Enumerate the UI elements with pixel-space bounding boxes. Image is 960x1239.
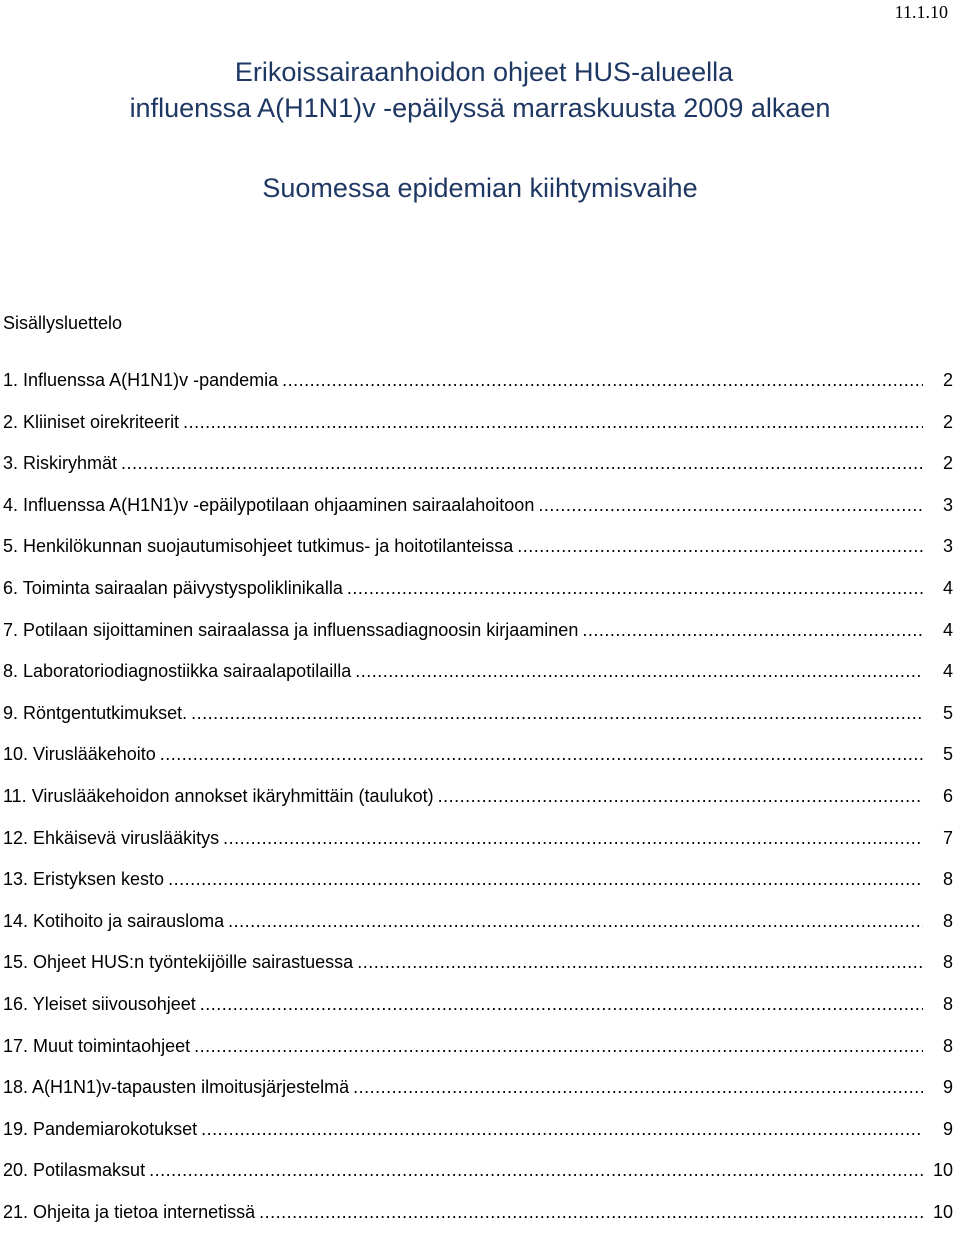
toc-entry[interactable]: [3, 699, 953, 741]
toc-entry[interactable]: [3, 1115, 953, 1157]
toc-entry[interactable]: [3, 990, 953, 1032]
toc-entry-label: 3. Riskiryhmät: [3, 453, 118, 474]
document-subtitle: Suomessa epidemian kiihtymisvaihe: [262, 173, 698, 203]
toc-entry-page: 3: [942, 494, 953, 515]
toc-entry-page: 9: [942, 1118, 953, 1139]
toc-entry-label: 15. Ohjeet HUS:n työntekijöille sairastuessa: [3, 952, 354, 973]
toc-dot-leader: [582, 616, 923, 644]
toc-entry-page: 2: [942, 411, 953, 432]
toc-entry[interactable]: [3, 574, 953, 616]
toc-entry-page: 10: [932, 1201, 953, 1222]
toc-entry-label: 8. Laboratoriodiagnostiikka sairaalapotilailla: [3, 661, 352, 682]
toc-dot-leader: [201, 1115, 923, 1143]
toc-entry[interactable]: [3, 616, 953, 658]
toc-entry[interactable]: [3, 366, 953, 408]
toc-entry-label: 17. Muut toimintaohjeet: [3, 1035, 191, 1056]
toc-dot-leader: [259, 1198, 923, 1226]
toc-entry[interactable]: [3, 449, 953, 491]
toc-entry[interactable]: [3, 865, 953, 907]
toc-entry[interactable]: [3, 532, 953, 574]
toc-entry[interactable]: [3, 948, 953, 990]
toc-entry-label: 9. Röntgentutkimukset.: [3, 702, 188, 723]
toc-entry-label: 10. Viruslääkehoito: [3, 744, 156, 765]
toc-dot-leader: [223, 824, 923, 852]
toc-dot-leader: [438, 782, 923, 810]
toc-entry[interactable]: [3, 824, 953, 866]
toc-dot-leader: [355, 657, 923, 685]
toc-entry-label: 2. Kliiniset oirekriteerit: [3, 411, 180, 432]
table-of-contents: [3, 366, 953, 1239]
toc-entry-label: 20. Potilasmaksut: [3, 1160, 146, 1181]
toc-entry-page: 5: [942, 744, 953, 765]
toc-dot-leader: [168, 865, 923, 893]
toc-heading: Sisällysluettelo: [3, 313, 123, 333]
toc-entry-label: 5. Henkilökunnan suojautumisohjeet tutkimus- ja hoitotilanteissa: [3, 536, 514, 557]
toc-entry-page: 2: [942, 453, 953, 474]
toc-entry[interactable]: [3, 408, 953, 450]
toc-entry-label: 4. Influenssa A(H1N1)v -epäilypotilaan ohjaaminen sairaalahoitoon: [3, 494, 535, 515]
toc-entry-page: 3: [942, 536, 953, 557]
toc-entry-page: 9: [942, 1077, 953, 1098]
document-title-line-2: influenssa A(H1N1)v -epäilyssä marraskuusta 2009 alkaen: [129, 93, 831, 123]
toc-entry-label: 18. A(H1N1)v-tapausten ilmoitusjärjestelmä: [3, 1077, 350, 1098]
toc-entry-page: 2: [942, 370, 953, 390]
toc-entry-page: 4: [942, 619, 953, 640]
toc-dot-leader: [353, 1073, 923, 1101]
toc-entry[interactable]: [3, 657, 953, 699]
toc-entry-page: 8: [942, 1035, 953, 1056]
toc-entry[interactable]: [3, 782, 953, 824]
toc-entry-page: 8: [942, 869, 953, 890]
toc-entry[interactable]: [3, 907, 953, 949]
toc-entry-page: 4: [942, 577, 953, 598]
toc-entry-label: 16. Yleiset siivousohjeet: [3, 993, 196, 1014]
toc-entry-label: 1. Influenssa A(H1N1)v -pandemia: [3, 370, 279, 390]
toc-dot-leader: [228, 907, 923, 935]
toc-entry-page: 8: [942, 910, 953, 931]
toc-entry-label: 11. Viruslääkehoidon annokset ikäryhmittäin (taulukot): [3, 785, 434, 806]
toc-dot-leader: [194, 1032, 923, 1060]
toc-dot-leader: [160, 740, 923, 768]
toc-dot-leader: [121, 449, 923, 477]
toc-entry[interactable]: [3, 491, 953, 533]
toc-entry-label: 7. Potilaan sijoittaminen sairaalassa ja influenssadiagnoosin kirjaaminen: [3, 619, 579, 640]
toc-entry-page: 7: [942, 827, 953, 848]
toc-entry-page: 4: [942, 661, 953, 682]
toc-entry[interactable]: [3, 740, 953, 782]
toc-entry[interactable]: [3, 1073, 953, 1115]
toc-dot-leader: [149, 1156, 923, 1184]
toc-entry[interactable]: [3, 1198, 953, 1239]
toc-dot-leader: [200, 990, 923, 1018]
toc-dot-leader: [282, 366, 923, 394]
toc-dot-leader: [538, 491, 923, 519]
toc-entry-page: 5: [942, 702, 953, 723]
toc-dot-leader: [357, 948, 923, 976]
toc-entry-label: 12. Ehkäisevä viruslääkitys: [3, 827, 220, 848]
toc-dot-leader: [517, 532, 923, 560]
toc-entry-label: 21. Ohjeita ja tietoa internetissä: [3, 1201, 256, 1222]
toc-dot-leader: [183, 408, 923, 436]
toc-dot-leader: [191, 699, 923, 727]
document-title-line-1: Erikoissairaanhoidon ohjeet HUS-alueella: [234, 57, 734, 87]
toc-entry-label: 13. Eristyksen kesto: [3, 869, 165, 890]
toc-dot-leader: [347, 574, 923, 602]
toc-entry[interactable]: [3, 1156, 953, 1198]
toc-entry-page: 10: [932, 1160, 953, 1181]
toc-entry-label: 6. Toiminta sairaalan päivystyspoliklinikalla: [3, 577, 343, 598]
document-date: 11.1.10: [894, 2, 948, 22]
toc-entry-label: 14. Kotihoito ja sairausloma: [3, 910, 225, 931]
toc-entry-label: 19. Pandemiarokotukset: [3, 1118, 198, 1139]
toc-entry-page: 8: [942, 952, 953, 973]
toc-entry-page: 8: [942, 993, 953, 1014]
toc-entry-page: 6: [942, 785, 953, 806]
toc-entry[interactable]: [3, 1032, 953, 1074]
